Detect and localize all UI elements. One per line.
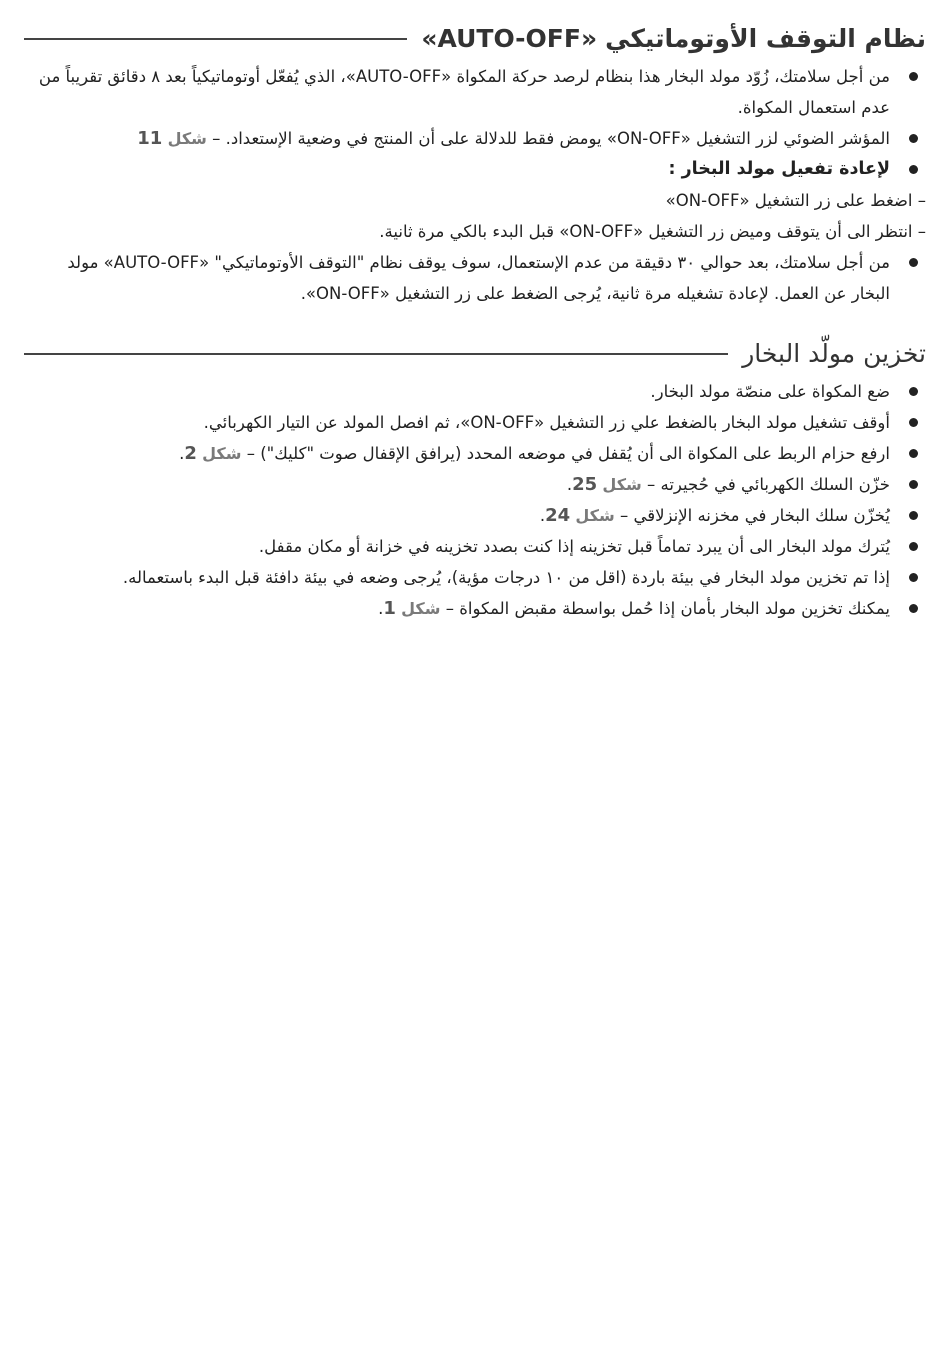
list-item: ارفع حزام الربط على المكواة الى أن يُقفل في موضعه المحدد (يرافق الإقفال صوت "كليك") – شكل 2. [24,438,926,469]
heading-rule [24,38,407,40]
list-item: يُترك مولد البخار الى أن يبرد تماماً قبل تخزينه إذا كنت بصدد تخزينه في خزانة أو مكان مقفل. [24,531,926,562]
dash-item: – اضغط على زر التشغيل «ON-OFF» [665,191,926,210]
manual-page [24,24,926,624]
list-item: أوقف تشغيل مولد البخار بالضغط علي زر التشغيل «ON-OFF»، ثم افصل المولد عن التيار الكهربائي. [24,407,926,438]
figure-ref-label: شكل [575,506,615,525]
figure-ref-label: شكل [401,599,441,618]
section-title [421,24,926,53]
figure-ref-label: شكل [202,444,242,463]
list-item: من أجل سلامتك، زُوّد مولد البخار هذا بنظام لرصد حركة المكواة «AUTO-OFF»، الذي يُفعّل أوتوماتيكياً بعد ٨ دقائق تقريباً من عدم استعمال المكواة. [24,61,926,123]
list-item: يُخزّن سلك البخار في مخزنه الإنزلاقي – شكل 24. [24,500,926,531]
dash-item: – انتظر الى أن يتوقف وميض زر التشغيل «ON-OFF» قبل البدء بالكي مرة ثانية. [379,222,926,241]
list-item: ضع المكواة على منصّة مولد البخار. [24,376,926,407]
section-auto-off-heading [24,24,926,53]
figure-ref-number: 25 [572,474,598,495]
list-item: المؤشر الضوئي لزر التشغيل «ON-OFF» يومض فقط للدلالة على أن المنتج في وضعية الإستعداد. – شكل 11 [24,123,926,154]
figure-ref-label: شكل [167,129,207,148]
list-item-heading: لإعادة تفعيل مولد البخار : [24,154,926,185]
figure-ref-number: 24 [545,505,571,526]
heading-rule [24,353,728,355]
section-storage-heading [24,339,926,368]
section-title-text: نظام التوقف الأوتوماتيكي [605,24,926,53]
list-item: يمكنك تخزين مولد البخار بأمان إذا حُمل بواسطة مقبض المكواة – شكل 1. [24,593,926,624]
list-item: خزّن السلك الكهربائي في حُجيرته – شكل 25. [24,469,926,500]
figure-ref-number: 2 [184,443,197,464]
figure-ref-label: شكل [602,475,642,494]
figure-ref-number: 11 [137,128,163,149]
list-item: من أجل سلامتك، بعد حوالي ٣٠ دقيقة من عدم الإستعمال، سوف يوقف نظام "التوقف الأوتوماتيكي" «AUTO-OFF» مولد البخار عن العمل. لإعادة تشغيله مرة ثانية، يُرجى الضغط على زر التشغيل «ON-OFF». [24,247,926,309]
auto-off-list [24,61,926,309]
section-title: تخزين مولّد البخار [742,339,926,368]
storage-list [24,376,926,624]
figure-ref-number: 1 [383,598,396,619]
list-item: إذا تم تخزين مولد البخار في بيئة باردة (اقل من ١٠ درجات مؤية)، يُرجى وضعه في بيئة دافئة قبل البدء باستعماله. [24,562,926,593]
section-title-latin: «AUTO-OFF» [421,24,598,53]
